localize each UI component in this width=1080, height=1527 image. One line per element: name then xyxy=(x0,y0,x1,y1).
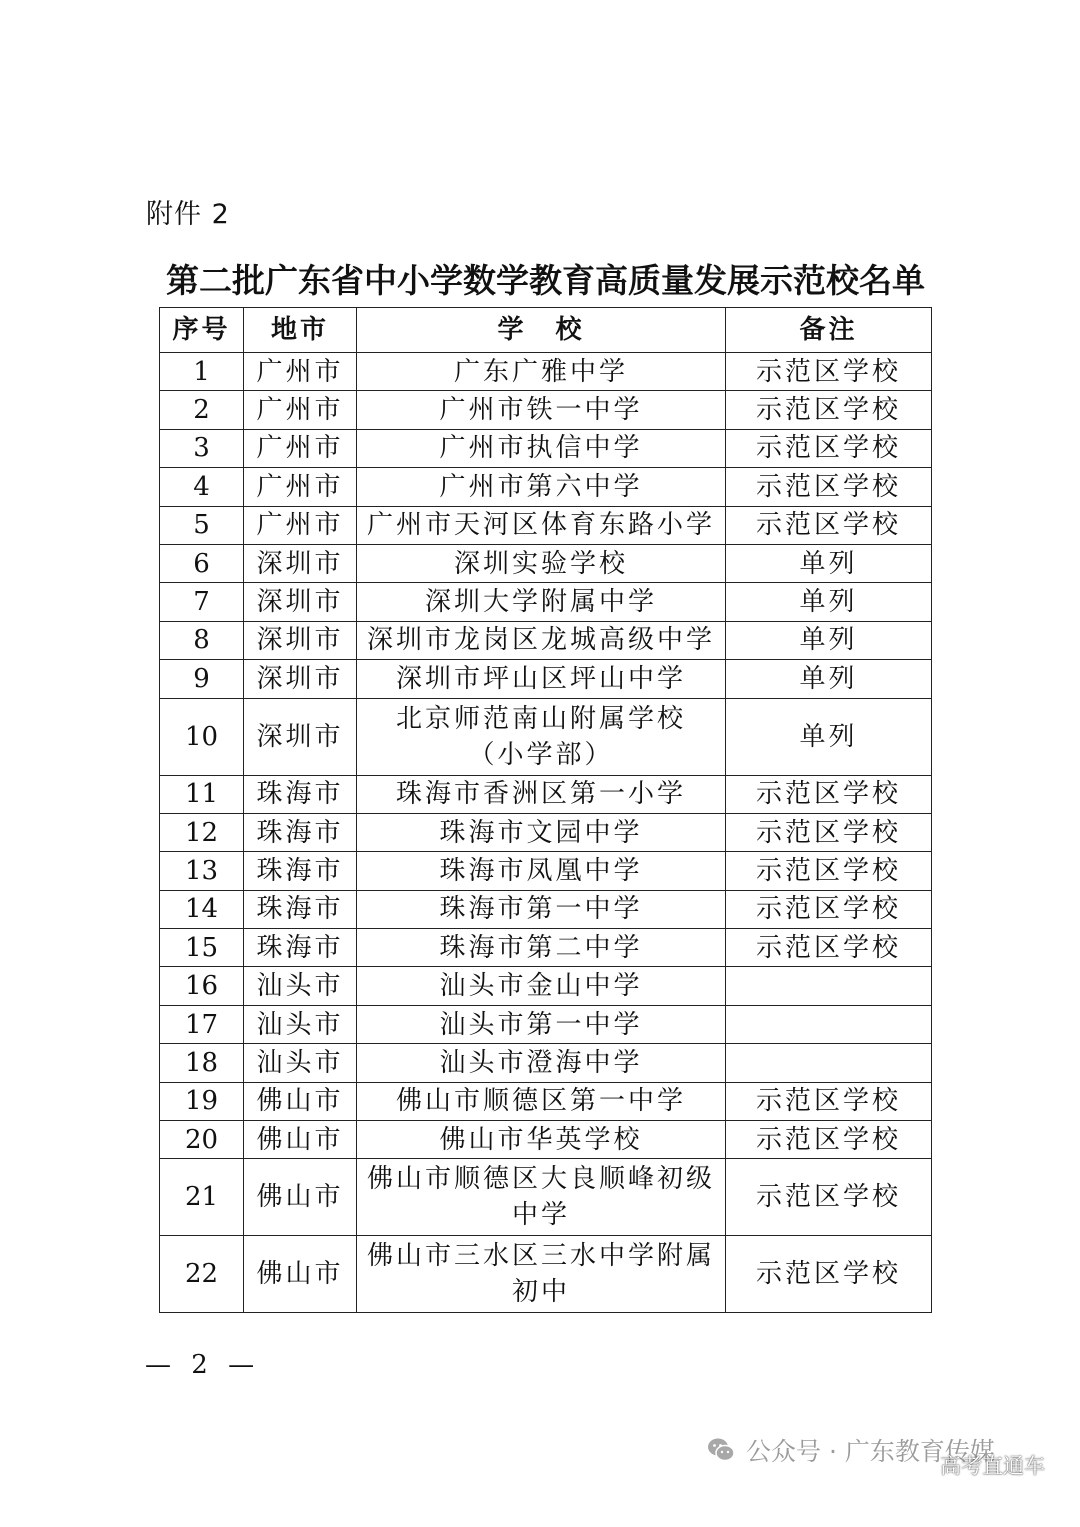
cell-number: 20 xyxy=(160,1121,244,1159)
table-row xyxy=(160,353,932,391)
cell-number: 9 xyxy=(160,660,244,698)
document-title: 第二批广东省中小学数学教育高质量发展示范校名单 xyxy=(166,261,925,300)
school-name: 广州市铁一中学 xyxy=(439,395,643,426)
table-row xyxy=(160,506,932,544)
cell-school xyxy=(357,583,726,621)
cell-note: 示范区学校 xyxy=(726,929,932,967)
cell-school xyxy=(357,506,726,544)
school-name: 汕头市澄海中学 xyxy=(439,1047,643,1078)
cell-city: 深圳市 xyxy=(244,544,357,582)
cell-note: 示范区学校 xyxy=(726,429,932,467)
cell-note: 示范区学校 xyxy=(726,813,932,851)
table-row xyxy=(160,1159,932,1236)
cell-school xyxy=(357,852,726,890)
cell-city: 深圳市 xyxy=(244,583,357,621)
cell-school xyxy=(357,929,726,967)
cell-city: 深圳市 xyxy=(244,660,357,698)
cell-city: 佛山市 xyxy=(244,1236,357,1313)
school-name: 珠海市文园中学 xyxy=(439,817,643,848)
cell-city: 汕头市 xyxy=(244,1044,357,1082)
cell-note: 单列 xyxy=(726,698,932,775)
cell-number: 3 xyxy=(160,429,244,467)
table-row xyxy=(160,967,932,1005)
table-body xyxy=(160,353,932,1313)
cell-note: 单列 xyxy=(726,660,932,698)
cell-city: 珠海市 xyxy=(244,813,357,851)
cell-number: 15 xyxy=(160,929,244,967)
cell-school xyxy=(357,353,726,391)
school-name: 佛山市顺德区大良顺峰初级 xyxy=(366,1164,715,1195)
cell-number: 2 xyxy=(160,391,244,429)
watermark-text: 公众号 · 广东教育传媒 xyxy=(746,1437,995,1466)
cell-note: 示范区学校 xyxy=(726,890,932,928)
cell-note: 示范区学校 xyxy=(726,852,932,890)
cell-city: 广州市 xyxy=(244,391,357,429)
cell-school xyxy=(357,1005,726,1043)
cell-school xyxy=(357,1121,726,1159)
school-name: 广州市第六中学 xyxy=(439,471,643,502)
cell-note: 示范区学校 xyxy=(726,1159,932,1236)
cell-number: 14 xyxy=(160,890,244,928)
cell-note: 示范区学校 xyxy=(726,353,932,391)
cell-note: 单列 xyxy=(726,621,932,659)
cell-city: 珠海市 xyxy=(244,775,357,813)
cell-school xyxy=(357,1044,726,1082)
cell-school xyxy=(357,391,726,429)
cell-number: 17 xyxy=(160,1005,244,1043)
school-name: 广州市执信中学 xyxy=(439,433,643,464)
school-name-line2: 初中 xyxy=(511,1277,570,1308)
cell-number: 10 xyxy=(160,698,244,775)
cell-number: 22 xyxy=(160,1236,244,1313)
school-name: 深圳大学附属中学 xyxy=(424,587,657,618)
school-name: 佛山市华英学校 xyxy=(439,1124,643,1155)
table-row xyxy=(160,929,932,967)
cell-note xyxy=(726,1005,932,1043)
cell-school xyxy=(357,813,726,851)
column-header-note: 备注 xyxy=(726,308,932,353)
cell-city: 广州市 xyxy=(244,429,357,467)
school-name: 深圳市龙岗区龙城高级中学 xyxy=(366,625,715,656)
cell-number: 7 xyxy=(160,583,244,621)
table-row xyxy=(160,429,932,467)
school-name: 深圳实验学校 xyxy=(453,548,628,579)
school-name: 北京师范南山附属学校 xyxy=(395,703,686,734)
cell-number: 16 xyxy=(160,967,244,1005)
school-name: 珠海市第一中学 xyxy=(439,894,643,925)
school-name: 佛山市顺德区第一中学 xyxy=(395,1086,686,1117)
cell-note: 单列 xyxy=(726,583,932,621)
cell-city: 珠海市 xyxy=(244,852,357,890)
cell-number: 6 xyxy=(160,544,244,582)
cell-note: 示范区学校 xyxy=(726,506,932,544)
cell-city: 珠海市 xyxy=(244,929,357,967)
cell-school xyxy=(357,967,726,1005)
cell-number: 1 xyxy=(160,353,244,391)
cell-number: 4 xyxy=(160,468,244,506)
cell-school xyxy=(357,468,726,506)
cell-note: 示范区学校 xyxy=(726,775,932,813)
cell-city: 佛山市 xyxy=(244,1121,357,1159)
table-row xyxy=(160,813,932,851)
school-name: 汕头市第一中学 xyxy=(439,1009,643,1040)
cell-city: 广州市 xyxy=(244,353,357,391)
cell-school xyxy=(357,660,726,698)
overlay-caption: 高考直通车 xyxy=(940,1454,1045,1478)
cell-school xyxy=(357,1082,726,1120)
cell-note: 示范区学校 xyxy=(726,468,932,506)
cell-note xyxy=(726,967,932,1005)
table-row xyxy=(160,544,932,582)
cell-number: 19 xyxy=(160,1082,244,1120)
cell-city: 深圳市 xyxy=(244,698,357,775)
cell-number: 12 xyxy=(160,813,244,851)
page-number: — 2 — xyxy=(145,1350,261,1380)
school-name: 珠海市凤凰中学 xyxy=(439,855,643,886)
table-row xyxy=(160,1236,932,1313)
cell-number: 5 xyxy=(160,506,244,544)
table-row xyxy=(160,890,932,928)
cell-number: 21 xyxy=(160,1159,244,1236)
table-row xyxy=(160,1082,932,1120)
school-name: 广东广雅中学 xyxy=(453,356,628,387)
table-row xyxy=(160,698,932,775)
column-header-city: 地市 xyxy=(244,308,357,353)
school-name: 珠海市香洲区第一小学 xyxy=(395,779,686,810)
attachment-label: 附件 2 xyxy=(146,199,230,230)
school-name-line2: 中学 xyxy=(511,1200,570,1231)
cell-school xyxy=(357,429,726,467)
cell-city: 广州市 xyxy=(244,506,357,544)
table-row xyxy=(160,775,932,813)
school-name: 佛山市三水区三水中学附属 xyxy=(366,1241,715,1272)
cell-note xyxy=(726,1044,932,1082)
school-name-line2: （小学部） xyxy=(468,739,614,770)
table-row xyxy=(160,1121,932,1159)
table-row xyxy=(160,660,932,698)
cell-school xyxy=(357,890,726,928)
table-row xyxy=(160,1044,932,1082)
table-row xyxy=(160,391,932,429)
school-list-table xyxy=(159,307,932,1313)
cell-note: 示范区学校 xyxy=(726,391,932,429)
table-header-row xyxy=(160,308,932,353)
wechat-icon xyxy=(706,1435,736,1465)
cell-note: 示范区学校 xyxy=(726,1082,932,1120)
cell-note: 单列 xyxy=(726,544,932,582)
cell-school xyxy=(357,1159,726,1236)
cell-school xyxy=(357,1236,726,1313)
table-row xyxy=(160,1005,932,1043)
column-header-school: 学 校 xyxy=(357,308,726,353)
cell-city: 汕头市 xyxy=(244,1005,357,1043)
cell-city: 佛山市 xyxy=(244,1159,357,1236)
school-name: 深圳市坪山区坪山中学 xyxy=(395,663,686,694)
cell-note: 示范区学校 xyxy=(726,1121,932,1159)
table-row xyxy=(160,621,932,659)
cell-school xyxy=(357,621,726,659)
cell-city: 佛山市 xyxy=(244,1082,357,1120)
table-row xyxy=(160,468,932,506)
table-row xyxy=(160,583,932,621)
cell-number: 13 xyxy=(160,852,244,890)
cell-city: 广州市 xyxy=(244,468,357,506)
cell-city: 汕头市 xyxy=(244,967,357,1005)
cell-school xyxy=(357,698,726,775)
cell-number: 18 xyxy=(160,1044,244,1082)
cell-school xyxy=(357,544,726,582)
cell-city: 珠海市 xyxy=(244,890,357,928)
cell-note: 示范区学校 xyxy=(726,1236,932,1313)
table-row xyxy=(160,852,932,890)
school-name: 珠海市第二中学 xyxy=(439,932,643,963)
cell-number: 11 xyxy=(160,775,244,813)
school-name: 汕头市金山中学 xyxy=(439,971,643,1002)
school-name: 广州市天河区体育东路小学 xyxy=(366,510,715,541)
column-header-number: 序号 xyxy=(160,308,244,353)
cell-school xyxy=(357,775,726,813)
cell-number: 8 xyxy=(160,621,244,659)
cell-city: 深圳市 xyxy=(244,621,357,659)
